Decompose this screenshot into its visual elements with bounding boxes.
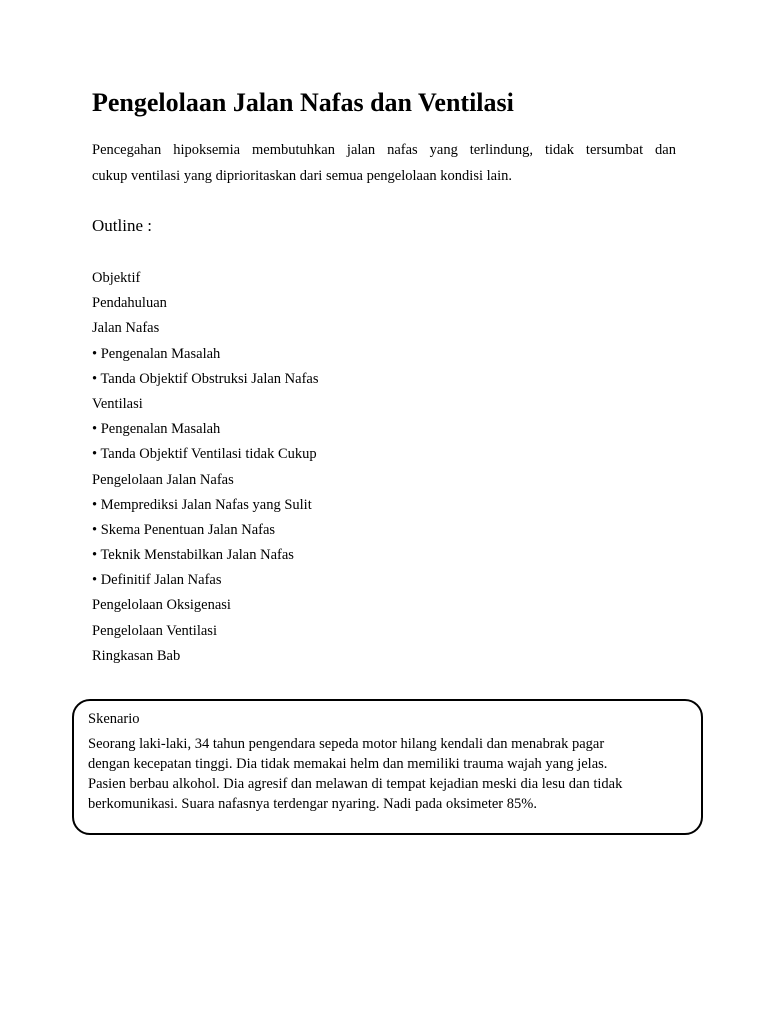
scenario-title: Skenario <box>88 711 140 727</box>
outline-subitem: • Pengenalan Masalah <box>92 421 221 438</box>
outline-heading: Outline : <box>92 216 152 235</box>
scenario-line: dengan kecepatan tinggi. Dia tidak memakai helm dan memiliki trauma wajah yang jelas. <box>88 756 608 772</box>
outline-subitem: • Teknik Menstabilkan Jalan Nafas <box>92 547 294 564</box>
page-title: Pengelolaan Jalan Nafas dan Ventilasi <box>92 88 514 117</box>
outline-subitem: • Tanda Objektif Ventilasi tidak Cukup <box>92 446 317 463</box>
outline-item: Ventilasi <box>92 395 143 412</box>
scenario-text <box>88 734 688 814</box>
outline-subitem: • Skema Penentuan Jalan Nafas <box>92 521 276 538</box>
scenario-line: berkomunikasi. Suara nafasnya terdengar nyaring. Nadi pada oksimeter 85%. <box>88 796 537 812</box>
outline-subitem: • Definitif Jalan Nafas <box>92 572 222 589</box>
outline-subitem: • Tanda Objektif Obstruksi Jalan Nafas <box>92 370 319 387</box>
outline-item: Ringkasan Bab <box>92 647 181 664</box>
intro-line: cukup ventilasi yang diprioritaskan dari semua pengelolaan kondisi lain. <box>92 168 512 184</box>
outline-item: Pengelolaan Ventilasi <box>92 622 217 639</box>
outline-item: Pengelolaan Oksigenasi <box>92 597 231 614</box>
outline-item: Jalan Nafas <box>92 320 160 337</box>
outline-item: Objektif <box>92 270 141 286</box>
outline-subitem: • Pengenalan Masalah <box>92 345 221 362</box>
outline-list <box>92 266 318 669</box>
outline-item: Pendahuluan <box>92 295 167 312</box>
scenario-line: Seorang laki-laki, 34 tahun pengendara sepeda motor hilang kendali dan menabrak pagar <box>88 736 605 752</box>
outline-subitem: • Memprediksi Jalan Nafas yang Sulit <box>92 496 312 513</box>
intro-line: Pencegahan hipoksemia membutuhkan jalan nafas yang terlindung, tidak tersumbat dan <box>92 142 676 158</box>
outline-item: Pengelolaan Jalan Nafas <box>92 471 234 488</box>
scenario-line: Pasien berbau alkohol. Dia agresif dan melawan di tempat kejadian meski dia lesu dan tidak <box>88 776 623 792</box>
intro-paragraph <box>92 137 676 189</box>
